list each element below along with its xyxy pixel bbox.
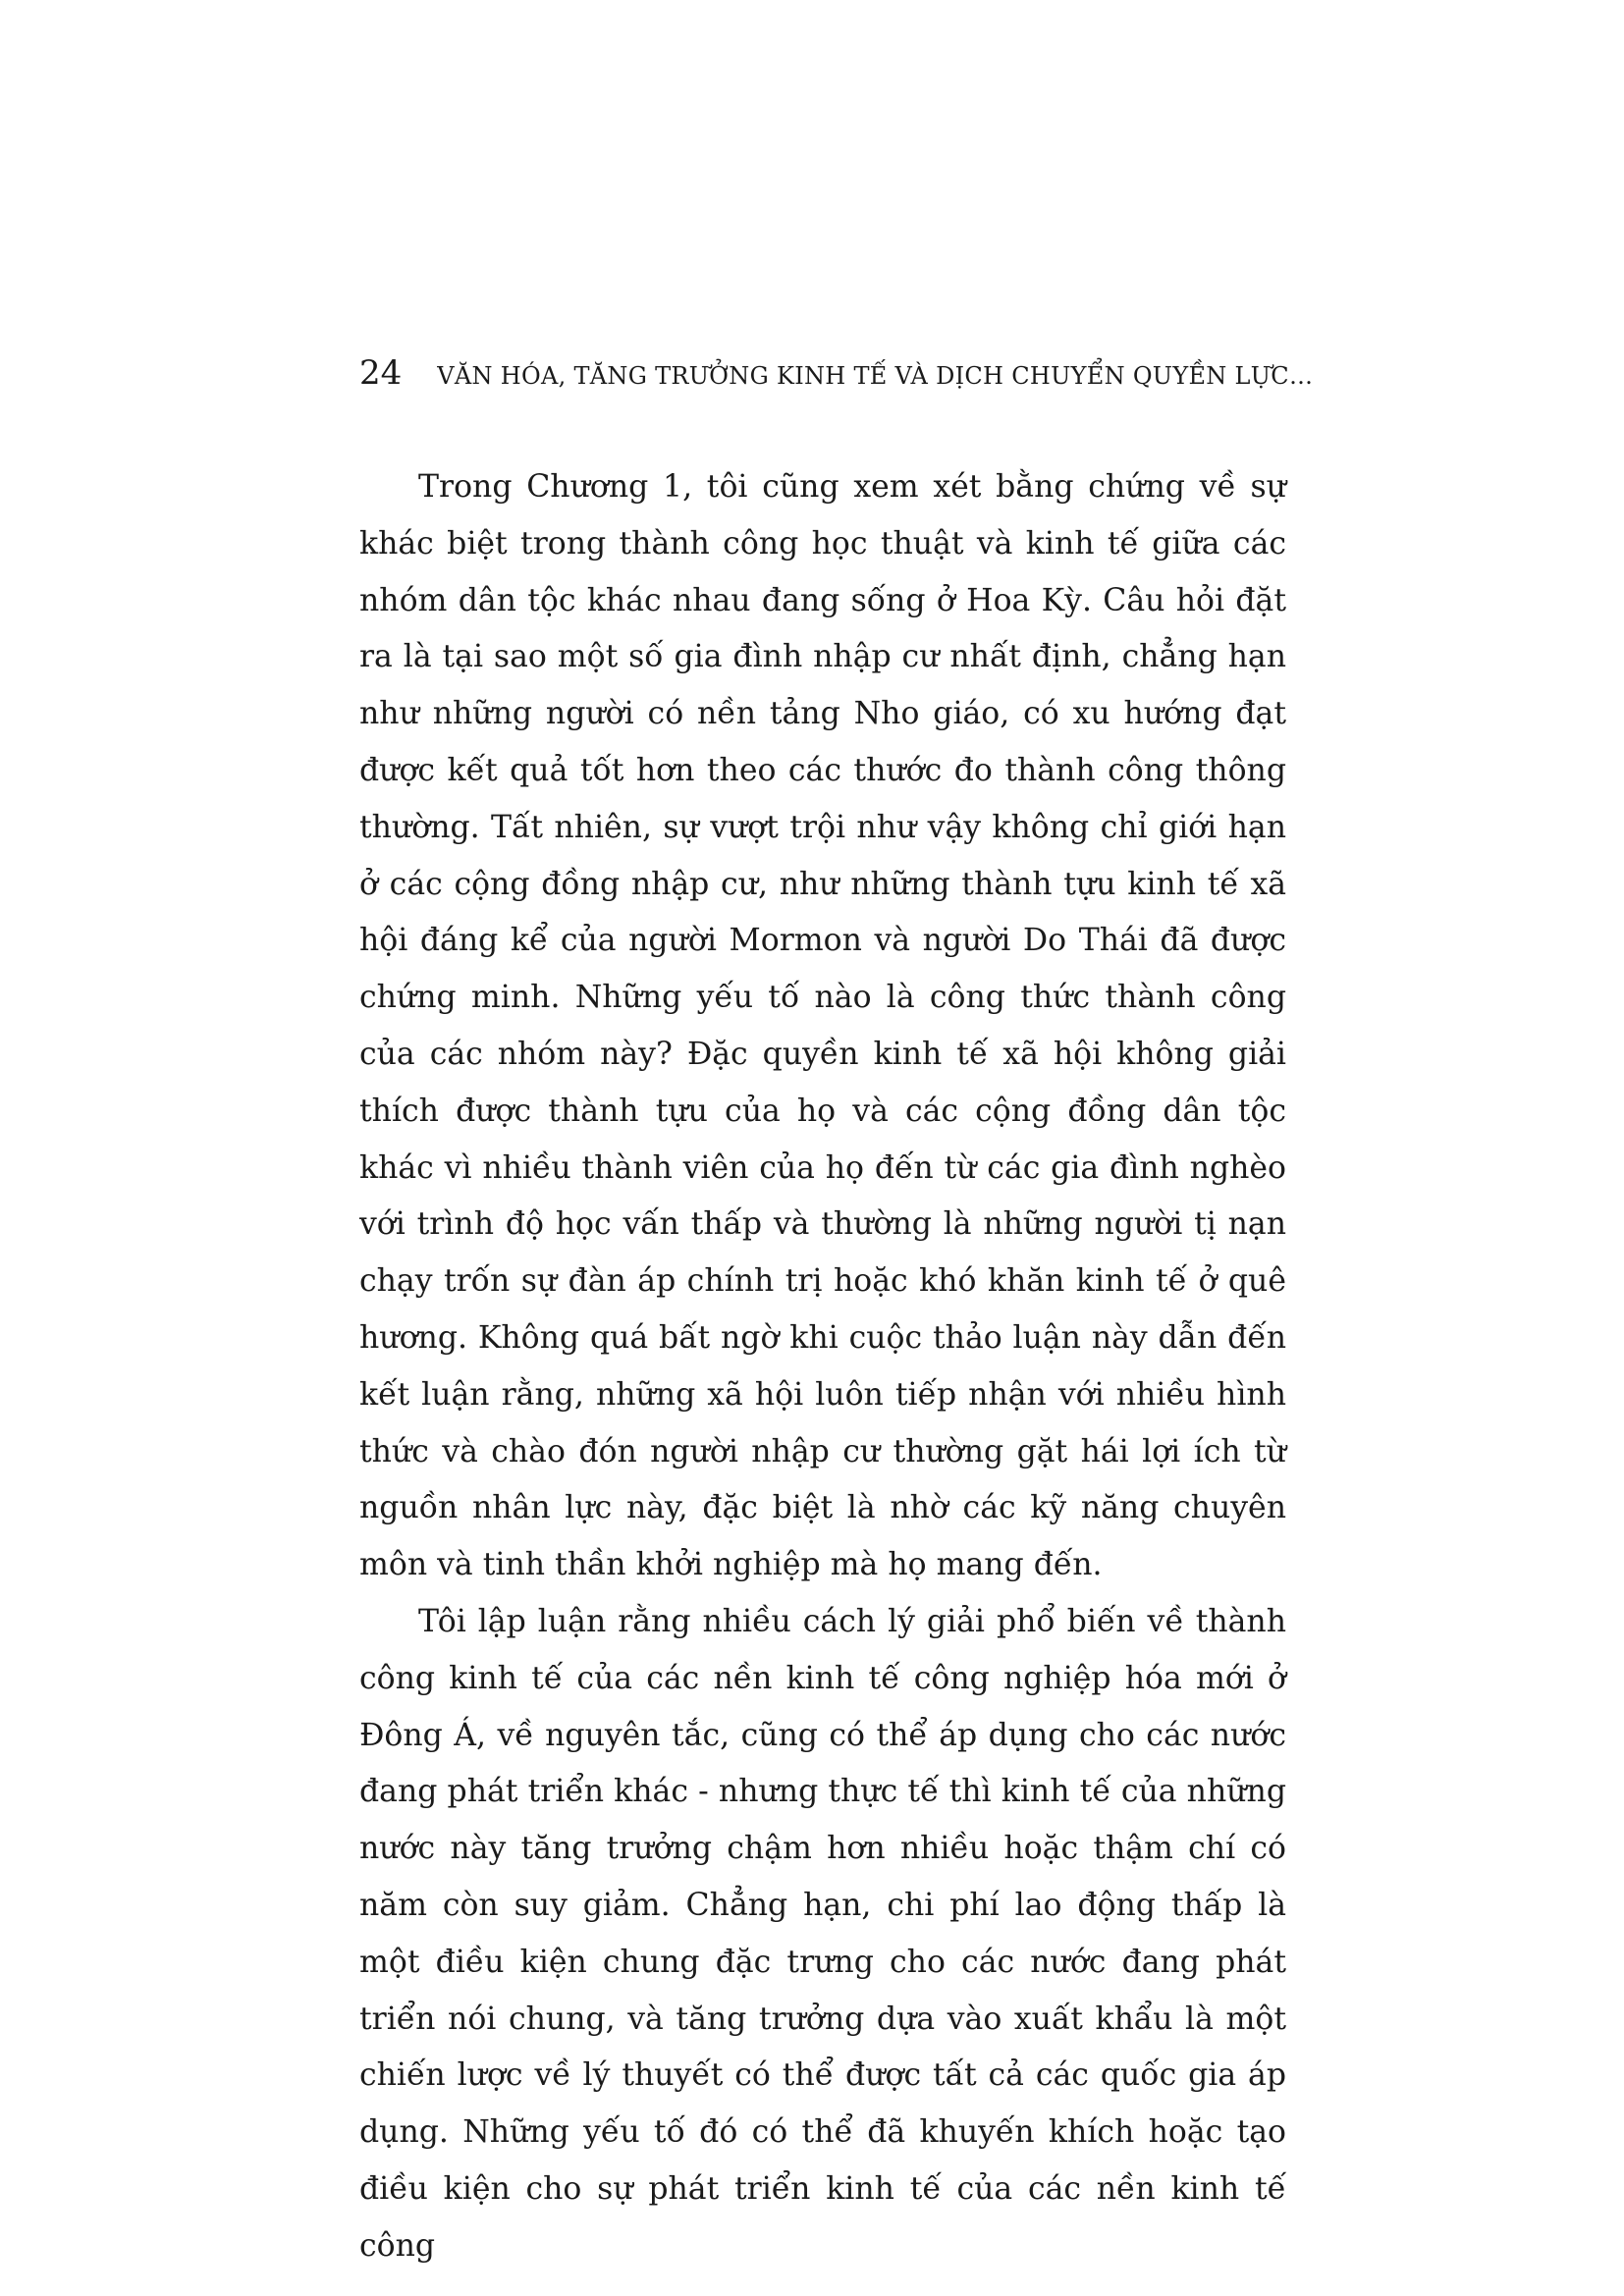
running-title: VĂN HÓA, TĂNG TRƯỞNG KINH TẾ VÀ DỊCH CHUYỂN QUYỀN LỰC… — [437, 362, 1314, 390]
body-text — [359, 459, 1286, 2275]
page-number: 24 — [359, 353, 403, 393]
running-header — [359, 353, 1314, 402]
paragraph-2: Tôi lập luận rằng nhiều cách lý giải phổ biến về thành công kinh tế của các nền kinh tế công nghiệp hóa mới ở Đông Á, về nguyên tắc, cũng có thể áp dụng cho các nước đang phát triển khác - nhưng thực tế thì kinh tế của những nước này tăng trưởng chậm hơn nhiều hoặc thậm chí có năm còn suy giảm. Chẳng hạn, chi phí lao động thấp là một điều kiện chung đặc trưng cho các nước đang phát triển nói chung, và tăng trưởng dựa vào xuất khẩu là một chiến lược về lý thuyết có thể được tất cả các quốc gia áp dụng. Những yếu tố đó có thể đã khuyến khích hoặc tạo điều kiện cho sự phát triển kinh tế của các nền kinh tế công — [359, 1603, 1286, 2264]
paragraph-1: Trong Chương 1, tôi cũng xem xét bằng chứng về sự khác biệt trong thành công học thuật và kinh tế giữa các nhóm dân tộc khác nhau đang sống ở Hoa Kỳ. Câu hỏi đặt ra là tại sao một số gia đình nhập cư nhất định, chẳng hạn như những người có nền tảng Nho giáo, có xu hướng đạt được kết quả tốt hơn theo các thước đo thành công thông thường. Tất nhiên, sự vượt trội như vậy không chỉ giới hạn ở các cộng đồng nhập cư, như những thành tựu kinh tế xã hội đáng kể của người Mormon và người Do Thái đã được chứng minh. Những yếu tố nào là công thức thành công của các nhóm này? Đặc quyền kinh tế xã hội không giải thích được thành tựu của họ và các cộng đồng dân tộc khác vì nhiều thành viên của họ đến từ các gia đình nghèo với trình độ học vấn thấp và thường là những người tị nạn chạy trốn sự đàn áp chính trị hoặc khó khăn kinh tế ở quê hương. Không quá bất ngờ khi cuộc thảo luận này dẫn đến kết luận rằng, những xã hội luôn tiếp nhận với nhiều hình thức và chào đón người nhập cư thường gặt hái lợi ích từ nguồn nhân lực này, đặc biệt là nhờ các kỹ năng chuyên môn và tinh thần khởi nghiệp mà họ mang đến. — [359, 469, 1286, 1583]
